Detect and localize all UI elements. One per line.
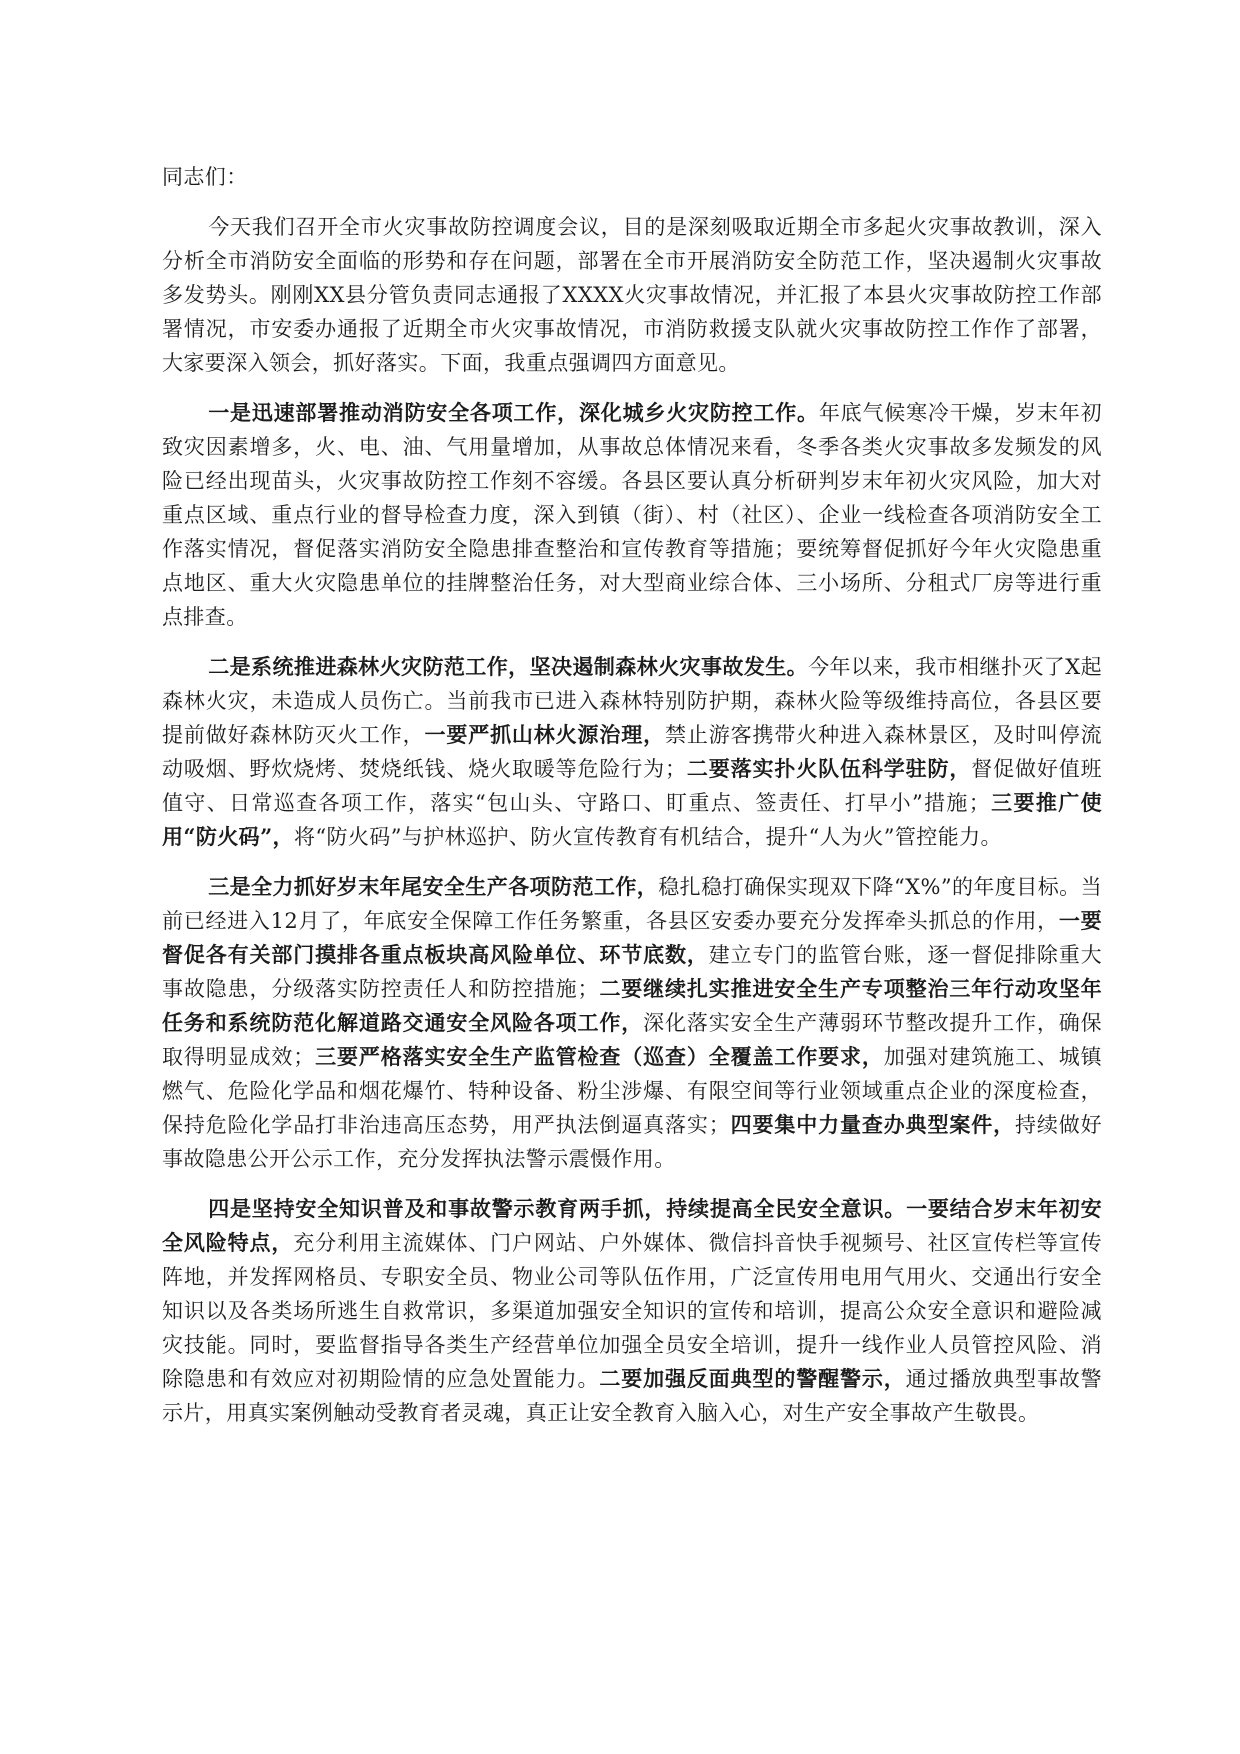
bold-heading-text: 二要落实扑火队伍科学驻防， <box>686 756 972 781</box>
bold-heading-text: 二要继续扎实推进安全生产专项整治三年行动攻坚年任务和系统防范化解道路交通安全风险各项工作， <box>162 976 1103 1035</box>
body-text: 稳扎稳打确保实现双下降“X%”的年度目标。当前已经进入12月了，年底安全保障工作任务繁重，各县区安委办要充分发挥牵头抓总的作用， <box>162 875 1102 933</box>
bold-heading-text: 三要严格落实安全生产监管检查（巡查）全覆盖工作要求， <box>314 1044 884 1069</box>
bold-heading-text: 四是坚持安全知识普及和事故警示教育两手抓，持续提高全民安全意识。一要结合岁末年初安全风险特点， <box>162 1196 1102 1255</box>
body-text: 督促做好值班值守、日常巡查各项工作，落实“包山头、守路口、盯重点、签责任、打早小”措施； <box>162 757 1102 815</box>
body-text: 加强对建筑施工、城镇燃气、危险化学品和烟花爆竹、特种设备、粉尘涉爆、有限空间等行业领域重点企业的深度检查，保持危险化学品打非治违高压态势，用严执法倒逼真落实； <box>162 1045 1103 1137</box>
bold-heading-text: 三要推广使用“防火码”， <box>162 790 1103 849</box>
body-text: 充分利用主流媒体、门户网站、户外媒体、微信抖音快手视频号、社区宣传栏等宣传阵地，并发挥网格员、专职安全员、物业公司等队伍作用，广泛宣传用电用气用火、交通出行安全知识以及各类场所逃生自救常识，多渠道加强安全知识的宣传和培训，提高公众安全意识和避险减灾技能。同时，要监督指导各类生产经营单位加强全员安全培训，提升一线作业人员管控风险、消除隐患和有效应对初期险情的应急处置能力。 <box>162 1231 1102 1391</box>
body-text: 深化落实安全生产薄弱环节整改提升工作，确保取得明显成效； <box>162 1011 1102 1069</box>
bold-heading-text: 二要加强反面典型的警醒警示， <box>599 1366 906 1391</box>
section-paragraph-1 <box>162 396 1102 634</box>
bold-heading-text: 二是系统推进森林火灾防范工作，坚决遏制森林火灾事故发生。 <box>208 654 809 679</box>
salutation: 同志们： <box>162 165 248 189</box>
bold-heading-text: 三是全力抓好岁末年尾安全生产各项防范工作， <box>208 874 659 899</box>
body-text: 年底气候寒冷干燥，岁末年初致灾因素增多，火、电、油、气用量增加，从事故总体情况来看，冬季各类火灾事故多发频发的风险已经出现苗头，火灾事故防控工作刻不容缓。各县区要认真分析研判岁末年初火灾风险，加大对重点区域、重点行业的督导检查力度，深入到镇（街）、村（社区）、企业一线检查各项消防安全工作落实情况，督促落实消防安全隐患排查整治和宣传教育等措施；要统筹督促抓好今年火灾隐患重点地区、重大火灾隐患单位的挂牌整治任务，对大型商业综合体、三小场所、分租式厂房等进行重点排查。 <box>162 401 1102 629</box>
section-paragraph-2 <box>162 650 1102 854</box>
bold-heading-text: 四要集中力量查办典型案件， <box>730 1112 1015 1137</box>
section-paragraph-3 <box>162 870 1102 1176</box>
body-text: 持续做好事故隐患公开公示工作，充分发挥执法警示震慑作用。 <box>162 1113 1102 1171</box>
section-paragraph-4 <box>162 1192 1102 1430</box>
sections-container <box>162 396 1102 1430</box>
bold-heading-text: 一要严抓山林火源治理， <box>424 722 666 747</box>
body-text: 今年以来，我市相继扑灭了X起森林火灾，未造成人员伤亡。当前我市已进入森林特别防护期，森林火险等级维持高位，各县区要提前做好森林防灭火工作， <box>162 655 1102 747</box>
body-text: 将“防火码”与护林巡护、防火宣传教育有机结合，提升“人为火”管控能力。 <box>293 825 1002 849</box>
document-page <box>162 160 1102 1446</box>
body-text: 通过播放典型事故警示片，用真实案例触动受教育者灵魂，真正让安全教育入脑入心，对生产安全事故产生敬畏。 <box>162 1367 1102 1425</box>
body-text: 建立专门的监管台账，逐一督促排除重大事故隐患，分级落实防控责任人和防控措施； <box>162 943 1102 1001</box>
bold-heading-text: 一要督促各有关部门摸排各重点板块高风险单位、环节底数， <box>162 908 1102 967</box>
bold-heading-text: 一是迅速部署推动消防安全各项工作，深化城乡火灾防控工作。 <box>208 400 819 425</box>
intro-paragraph: 今天我们召开全市火灾事故防控调度会议，目的是深刻吸取近期全市多起火灾事故教训，深入分析全市消防安全面临的形势和存在问题，部署在全市开展消防安全防范工作，坚决遏制火灾事故多发势头。刚刚XX县分管负责同志通报了XXXX火灾事故情况，并汇报了本县火灾事故防控工作部署情况，市安委办通报了近期全市火灾事故情况，市消防救援支队就火灾事故防控工作作了部署，大家要深入领会，抓好落实。下面，我重点强调四方面意见。 <box>162 215 1102 375</box>
body-text: 禁止游客携带火种进入森林景区，及时叫停流动吸烟、野炊烧烤、焚烧纸钱、烧火取暖等危险行为； <box>162 723 1102 781</box>
